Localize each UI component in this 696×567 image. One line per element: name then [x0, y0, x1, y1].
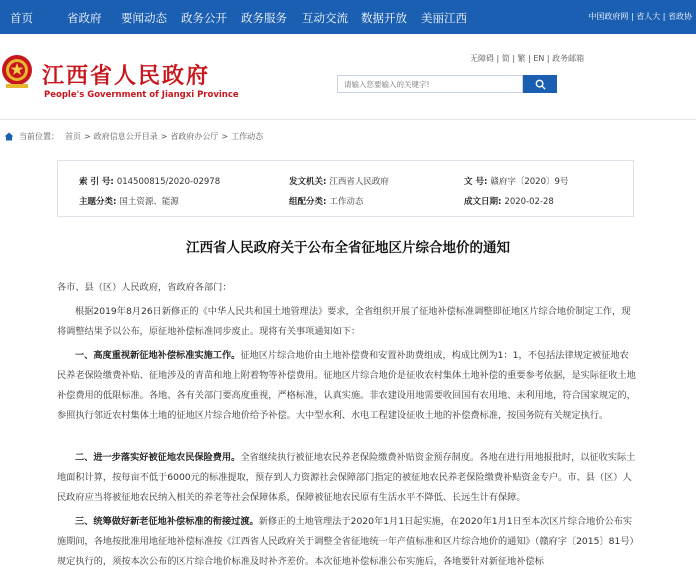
- breadcrumb-item-general-office[interactable]: 省政府办公厅: [170, 132, 219, 141]
- breadcrumb-item-catalog[interactable]: 政府信息公开目录: [93, 132, 158, 141]
- article-paragraph-1: [57, 346, 637, 426]
- meta-issuer-value: 江西省人民政府: [329, 177, 389, 187]
- meta-date-label: 成文日期:: [464, 197, 502, 207]
- document-meta-table: [57, 160, 634, 217]
- breadcrumb-label: 当前位置：: [19, 132, 59, 141]
- meta-date-value: 2020-02-28: [504, 197, 554, 207]
- breadcrumb-separator: >: [221, 132, 229, 141]
- meta-index: [79, 175, 220, 187]
- article-salutation: 各市、县（区）人民政府，省政府各部门：: [57, 282, 232, 293]
- meta-row: [58, 195, 633, 209]
- meta-date: [464, 195, 554, 207]
- search-input[interactable]: [337, 75, 523, 93]
- meta-docno-label: 文 号:: [464, 177, 488, 187]
- paragraph-3-text: 新修正的土地管理法于2020年1月1日起实施，在2020年1月1日至本次区片综合地价公布实施期间，各地按批准用地征地补偿标准按《江西省人民政府关于调整全省征地统一年产值标准和区片综合地价的通知》（赣府字〔2015〕81号）规定执行的，须按本次公布的区片综合地价标准及时补齐差价。本次征地补偿标准公布实施后，各地要针对新征地补偿标: [57, 516, 635, 567]
- nav-item-government-services[interactable]: 政务服务: [241, 11, 287, 25]
- meta-topic: [79, 195, 179, 207]
- breadcrumb: [4, 131, 263, 142]
- site-title[interactable]: 江西省人民政府: [42, 64, 211, 89]
- site-header: [0, 34, 696, 120]
- top-nav-bar: [0, 0, 696, 34]
- nav-item-news[interactable]: 要闻动态: [121, 11, 167, 25]
- site-subtitle: People's Government of Jiangxi Province: [44, 90, 239, 100]
- article-paragraph-2: [57, 448, 637, 508]
- meta-index-value: 014500815/2020-02978: [116, 177, 221, 187]
- meta-index-label: 索 引 号:: [79, 177, 114, 187]
- meta-topic-value: 国土资源、能源: [119, 197, 179, 207]
- article-paragraph-3: [57, 512, 637, 567]
- meta-category-value: 工作动态: [329, 197, 364, 207]
- nav-item-government-affairs[interactable]: 政务公开: [181, 11, 227, 25]
- breadcrumb-item-work-news[interactable]: 工作动态: [231, 132, 264, 141]
- search-button[interactable]: [523, 75, 557, 93]
- meta-topic-label: 主题分类:: [79, 197, 117, 207]
- meta-docno: [464, 175, 568, 187]
- top-right-links[interactable]: 中国政府网 | 省人大 | 省政协: [588, 12, 692, 21]
- paragraph-2-heading: 二、进一步落实好被征地农民保险费用。: [75, 452, 241, 463]
- breadcrumb-separator: >: [160, 132, 168, 141]
- breadcrumb-separator: >: [84, 132, 91, 141]
- paragraph-2-text: 全省继续执行被征地农民养老保险缴费补贴资金预存制度。各地在进行用地报批时，以征收实际土地面积计算，按每亩不低于6000元的标准提取，预存到人力资源社会保障部门指定的被征地农民养老保险缴费补贴资金专户。市、县（区）人民政府应当将被征地农民纳入相关的养老等社会保障体系，保障被征地农民原有生活水平不降低、长远生计有保障。: [57, 452, 636, 503]
- meta-category: [289, 195, 363, 207]
- meta-issuer-label: 发文机关:: [289, 177, 327, 187]
- home-icon: [4, 132, 14, 141]
- meta-category-label: 组配分类:: [289, 197, 327, 207]
- nav-item-open-data[interactable]: 数据开放: [361, 11, 407, 25]
- article-intro: 根据2019年8月26日新修正的《中华人民共和国土地管理法》要求，全省组织开展了征地补偿标准调整即征地区片综合地价制定工作，现将调整结果予以公布，原征地补偿标准同步废止。现将有关事项通知如下：: [57, 306, 631, 337]
- nav-item-interaction[interactable]: 互动交流: [302, 11, 348, 25]
- nav-item-provincial-government[interactable]: 省政府: [67, 11, 102, 25]
- paragraph-1-text: 征地区片综合地价由土地补偿费和安置补助费组成，构成比例为1：1，不包括法律规定被征地农民养老保险缴费补贴、征地涉及的青苗和地上附着物等补偿费用。征地区片综合地价是征收农村集体土地补偿的重要参考依据，是实际征收土地补偿费用的低限标准。各地、各有关部门要高度重视，严格标准，认真实施。非农建设用地需要收回国有农用地、未利用地，符合国家规定的，参照执行邻近农村集体土地的征地区片综合地价给予补偿。大中型水利、水电工程建设征收土地的补偿费标准，按国务院有关规定执行。: [57, 350, 636, 421]
- nav-item-beautiful-jiangxi[interactable]: 美丽江西: [421, 11, 467, 25]
- meta-docno-value: 赣府字〔2020〕9号: [490, 177, 569, 187]
- breadcrumb-item-home[interactable]: 首页: [65, 132, 81, 141]
- nav-item-home[interactable]: 首页: [10, 11, 33, 25]
- paragraph-1-heading: 一、高度重视新征地补偿标准实施工作。: [75, 350, 241, 361]
- utility-links[interactable]: 无障碍 | 简 | 繁 | EN | 政务邮箱: [470, 54, 585, 63]
- search-icon: [535, 79, 546, 90]
- meta-row: [58, 175, 633, 189]
- article-title: 江西省人民政府关于公布全省征地区片综合地价的通知: [186, 240, 510, 256]
- national-emblem-icon: [0, 52, 34, 92]
- meta-issuer: [289, 175, 389, 187]
- paragraph-3-heading: 三、统筹做好新老征地补偿标准的衔接过渡。: [75, 516, 259, 527]
